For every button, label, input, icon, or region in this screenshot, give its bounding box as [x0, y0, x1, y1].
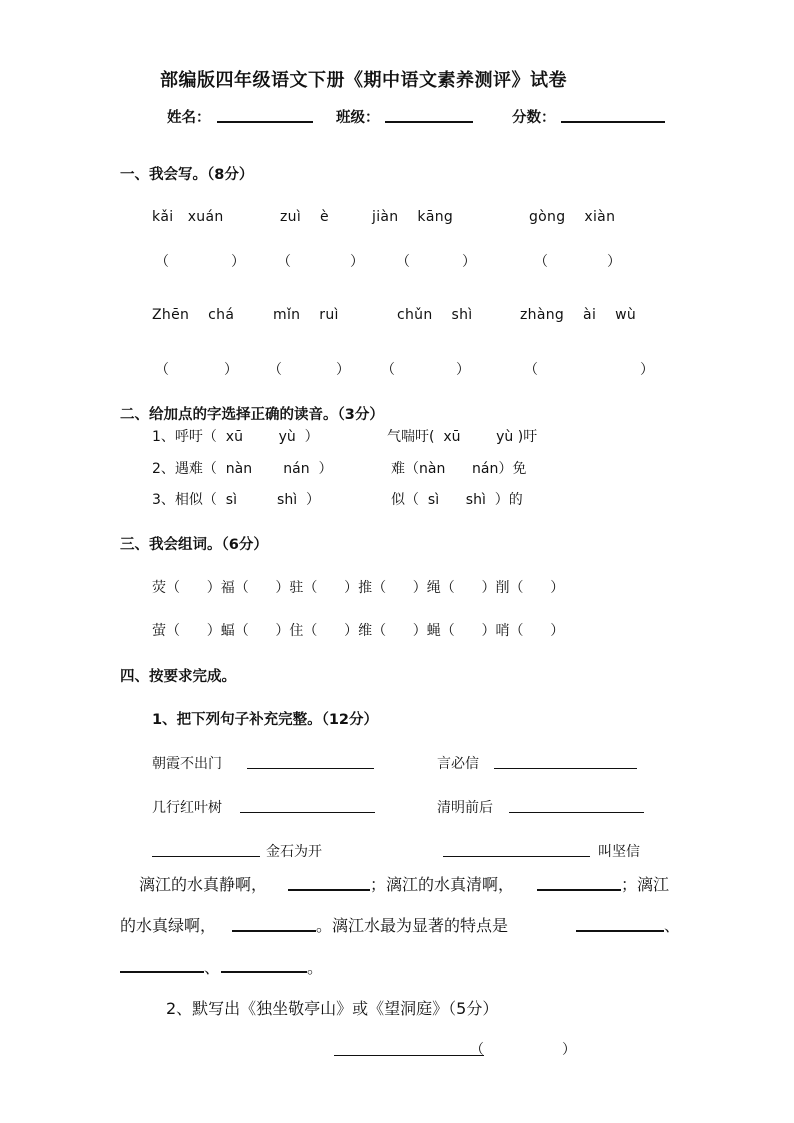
- answer-paren-close: ）: [350, 254, 364, 270]
- name-field[interactable]: [217, 121, 313, 123]
- answer-paren-close: ）: [456, 362, 470, 378]
- reading-item-left: 2、遇难（ nàn nán ）: [152, 461, 333, 477]
- answer-paren-open: （: [277, 254, 291, 270]
- name-label: 姓名：: [167, 110, 211, 126]
- fill-blank[interactable]: [288, 889, 370, 891]
- answer-paren-open: （: [155, 362, 169, 378]
- page-title: 部编版四年级语文下册《期中语文素养测评》试卷: [160, 70, 567, 91]
- fill-blank[interactable]: [443, 856, 590, 857]
- proverb-prompt: 叫坚信: [598, 844, 640, 860]
- section-3-heading: 三、我会组词。（6分）: [120, 537, 268, 553]
- proverb-prompt: 清明前后: [437, 800, 493, 816]
- reading-item-right: 难（nàn nán）免: [391, 461, 527, 477]
- proverb-prompt: 金石为开: [266, 844, 322, 860]
- proverb-prompt: 朝霞不出门: [152, 756, 222, 772]
- paragraph-text: 、: [204, 958, 221, 977]
- pinyin-8: zhàng ài wù: [520, 307, 637, 323]
- answer-paren-close: ）: [640, 362, 654, 378]
- answer-paren-close: ）: [224, 362, 238, 378]
- reading-item-left: 1、呼吁（ xū yù ）: [152, 429, 319, 445]
- answer-paren-open: （: [268, 362, 282, 378]
- word-row-1: 荧（ ）福（ ）驻（ ）推（ ）绳（ ）削（ ）: [152, 580, 565, 596]
- pinyin-4: gòng xiàn: [529, 209, 616, 225]
- paragraph-text: ；漓江: [621, 875, 670, 894]
- fill-blank[interactable]: [152, 856, 260, 857]
- question-2-heading: 2、默写出《独坐敬亭山》或《望洞庭》（5分）: [166, 999, 499, 1018]
- proverb-prompt: 几行红叶树: [152, 800, 222, 816]
- score-field[interactable]: [561, 121, 665, 123]
- reading-item-right: 似（ sì shì ）的: [391, 492, 523, 508]
- fill-blank[interactable]: [494, 768, 637, 769]
- answer-paren-open: （: [534, 254, 548, 270]
- section-4-heading: 四、按要求完成。: [120, 669, 236, 685]
- pinyin-7: chǔn shì: [397, 307, 473, 323]
- answer-paren-close: ）: [462, 254, 476, 270]
- fill-blank[interactable]: [232, 930, 316, 932]
- reading-item-left: 3、相似（ sì shì ）: [152, 492, 320, 508]
- paragraph-text: 的水真绿啊，: [120, 916, 217, 935]
- word-row-2: 萤（ ）蝠（ ）住（ ）维（ ）蝇（ ）哨（ ）: [152, 623, 565, 639]
- answer-paren-open: （: [381, 362, 395, 378]
- fill-blank[interactable]: [240, 812, 375, 813]
- section-1-heading: 一、我会写。（8分）: [120, 167, 254, 183]
- pinyin-1: kǎi xuán: [152, 209, 224, 225]
- answer-paren-open: （: [155, 254, 169, 270]
- paragraph-text: 漓江的水真静啊，: [139, 875, 268, 894]
- paragraph-text: ；漓江的水真清啊，: [370, 875, 515, 894]
- pinyin-6: mǐn ruì: [273, 307, 339, 323]
- answer-paren-close: ）: [562, 1042, 576, 1058]
- fill-blank[interactable]: [576, 930, 664, 932]
- class-field[interactable]: [385, 121, 473, 123]
- paragraph-text: 、: [664, 916, 681, 935]
- fill-blank[interactable]: [334, 1055, 484, 1056]
- answer-paren-close: ）: [231, 254, 245, 270]
- answer-paren-open: （: [524, 362, 538, 378]
- class-label: 班级：: [336, 110, 380, 126]
- fill-blank[interactable]: [247, 768, 374, 769]
- fill-blank[interactable]: [221, 971, 307, 973]
- answer-paren-close: ）: [607, 254, 621, 270]
- pinyin-5: Zhēn chá: [152, 307, 235, 323]
- pinyin-3: jiàn kāng: [372, 209, 454, 225]
- fill-blank[interactable]: [509, 812, 644, 813]
- answer-paren-open: （: [396, 254, 410, 270]
- answer-paren-close: ）: [336, 362, 350, 378]
- reading-item-right: 气喘吁( xū yù )吁: [387, 429, 538, 445]
- proverb-prompt: 言必信: [437, 756, 479, 772]
- score-label: 分数：: [512, 110, 556, 126]
- question-1-heading: 1、把下列句子补充完整。（12分）: [152, 712, 379, 728]
- answer-paren-open: （: [470, 1042, 484, 1058]
- pinyin-2: zuì è: [280, 209, 329, 225]
- fill-blank[interactable]: [537, 889, 621, 891]
- paragraph-text: 。漓江水最为显著的特点是: [316, 916, 509, 935]
- fill-blank[interactable]: [120, 971, 204, 973]
- section-2-heading: 二、给加点的字选择正确的读音。（3分）: [120, 407, 384, 423]
- paragraph-text: 。: [307, 958, 324, 977]
